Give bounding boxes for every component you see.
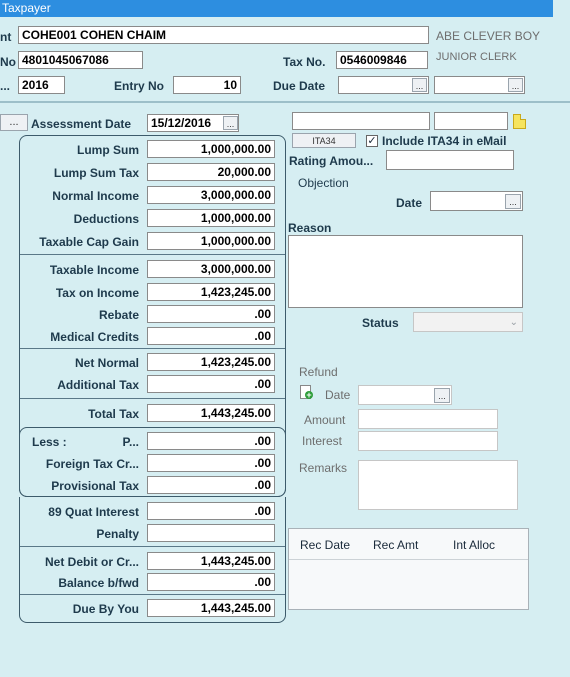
due-date-picker-button-2[interactable]: ... — [508, 78, 523, 92]
account-label: nt — [0, 30, 12, 44]
status-dropdown[interactable] — [413, 312, 523, 332]
calc-row-label: Normal Income — [52, 189, 139, 203]
side-button[interactable]: ... — [0, 114, 28, 131]
entry-no-label: Entry No — [114, 79, 165, 93]
reason-label: Reason — [288, 221, 332, 235]
receipts-grid — [288, 528, 529, 610]
calc-row-value[interactable] — [147, 524, 275, 542]
section-separator — [20, 546, 285, 547]
right-field-1[interactable] — [292, 112, 430, 130]
grid-header-rec-date[interactable]: Rec Date — [300, 538, 351, 552]
calc-row-label: Lump Sum — [77, 143, 139, 157]
calc-row-label: Tax on Income — [55, 286, 139, 300]
id-number-field[interactable]: 4801045067086 — [18, 51, 143, 69]
tax-no-field[interactable]: 0546009846 — [336, 51, 428, 69]
calc-row-value[interactable]: .00 — [147, 327, 275, 345]
amount-label: Amount — [304, 413, 346, 427]
calc-row-value[interactable]: 1,423,245.00 — [147, 283, 275, 301]
account-field[interactable]: COHE001 COHEN CHAIM — [18, 26, 429, 44]
calc-row-value[interactable]: .00 — [147, 375, 275, 393]
objection-date-label: Date — [396, 196, 423, 210]
calc-row-label: Taxable Cap Gain — [39, 235, 139, 249]
refund-label: Refund — [299, 365, 338, 379]
calc-row-value[interactable]: 1,000,000.00 — [147, 140, 275, 158]
calc-row-label: Medical Credits — [50, 330, 139, 344]
due-date-label: Due Date — [273, 79, 326, 93]
calc-row-value[interactable]: .00 — [147, 432, 275, 450]
refund-date-label: Date — [325, 388, 351, 402]
calc-row-value[interactable]: 1,443,245.00 — [147, 404, 275, 422]
interest-field[interactable] — [358, 431, 498, 451]
calc-row-label: Deductions — [73, 212, 139, 226]
calc-row-value[interactable]: .00 — [147, 454, 275, 472]
title-bar — [0, 0, 553, 17]
header-divider — [0, 101, 570, 103]
section-separator — [20, 254, 285, 255]
entry-no-field[interactable]: 10 — [173, 76, 241, 94]
remarks-label: Remarks — [299, 461, 348, 475]
calc-row-label: Net Normal — [74, 356, 139, 370]
calc-row-value[interactable]: 1,000,000.00 — [147, 209, 275, 227]
calc-row-label: Balance b/fwd — [58, 576, 139, 590]
include-email-checkbox[interactable] — [366, 135, 378, 147]
calc-row-label: Rebate — [98, 308, 139, 322]
ita34-button[interactable]: ITA34 — [292, 133, 356, 148]
calc-row-value[interactable]: .00 — [147, 502, 275, 520]
calc-row-value[interactable]: 1,000,000.00 — [147, 232, 275, 250]
interest-label: Interest — [302, 434, 343, 448]
calc-row-value[interactable]: 1,423,245.00 — [147, 353, 275, 371]
due-date-picker-button[interactable]: ... — [412, 78, 427, 92]
tax-no-label: Tax No. — [283, 55, 326, 69]
calc-row-value[interactable]: 3,000,000.00 — [147, 186, 275, 204]
year-prefix: ... — [0, 79, 11, 93]
id-label: No — [0, 55, 16, 69]
calc-row-label: Net Debit or Cr... — [44, 555, 139, 569]
reason-textarea[interactable] — [288, 235, 523, 308]
contact-role: JUNIOR CLERK — [436, 51, 517, 63]
calc-row-label: Foreign Tax Cr... — [45, 457, 139, 471]
calc-row-label: Lump Sum Tax — [53, 166, 139, 180]
calc-row-label: Due By You — [72, 602, 139, 616]
year-field[interactable]: 2016 — [18, 76, 65, 94]
include-email-label: Include ITA34 in eMail — [382, 134, 507, 148]
assessment-date-field[interactable]: 15/12/2016 — [147, 114, 239, 132]
status-label: Status — [362, 316, 399, 330]
contact-name: ABE CLEVER BOY — [436, 29, 541, 43]
window-title: Taxpayer — [2, 1, 51, 15]
objection-date-picker-button[interactable]: ... — [505, 194, 521, 209]
calc-row-value[interactable]: 3,000,000.00 — [147, 260, 275, 278]
calc-row-value[interactable]: 20,000.00 — [147, 163, 275, 181]
section-separator — [20, 398, 285, 399]
right-field-2[interactable] — [434, 112, 508, 130]
assessment-date-picker-button[interactable]: ... — [223, 116, 238, 130]
add-icon[interactable]: + — [299, 385, 313, 399]
less-label: Less : — [32, 435, 67, 449]
calc-row-label: Total Tax — [88, 407, 139, 421]
calc-row-value[interactable]: 1,443,245.00 — [147, 599, 275, 617]
calc-row-label: Additional Tax — [57, 378, 139, 392]
check-icon: ✓ — [367, 135, 377, 147]
calc-row-label: P... — [122, 435, 139, 449]
grid-header-rec-amt[interactable]: Rec Amt — [373, 538, 419, 552]
rating-amount-label: Rating Amou... — [289, 154, 374, 168]
remarks-textarea[interactable] — [358, 460, 518, 510]
objection-label: Objection — [298, 176, 349, 190]
amount-field[interactable] — [358, 409, 498, 429]
calc-row-label: Penalty — [96, 527, 139, 541]
note-icon[interactable] — [513, 114, 526, 129]
calc-row-label: 89 Quat Interest — [48, 505, 139, 519]
grid-header-int-alloc[interactable]: Int Alloc — [453, 538, 496, 552]
calc-row-value[interactable]: .00 — [147, 305, 275, 323]
calc-row-label: Taxable Income — [49, 263, 139, 277]
calc-row-value[interactable]: .00 — [147, 476, 275, 494]
section-separator — [20, 594, 285, 595]
section-separator — [20, 348, 285, 349]
calc-row-label: Provisional Tax — [51, 479, 139, 493]
calc-row-value[interactable]: 1,443,245.00 — [147, 552, 275, 570]
calc-row-value[interactable]: .00 — [147, 573, 275, 591]
chevron-down-icon: ⌄ — [509, 317, 518, 328]
refund-date-picker-button[interactable]: ... — [434, 388, 450, 403]
assessment-date-label: Assessment Date — [31, 117, 132, 131]
rating-amount-field[interactable] — [386, 150, 514, 170]
